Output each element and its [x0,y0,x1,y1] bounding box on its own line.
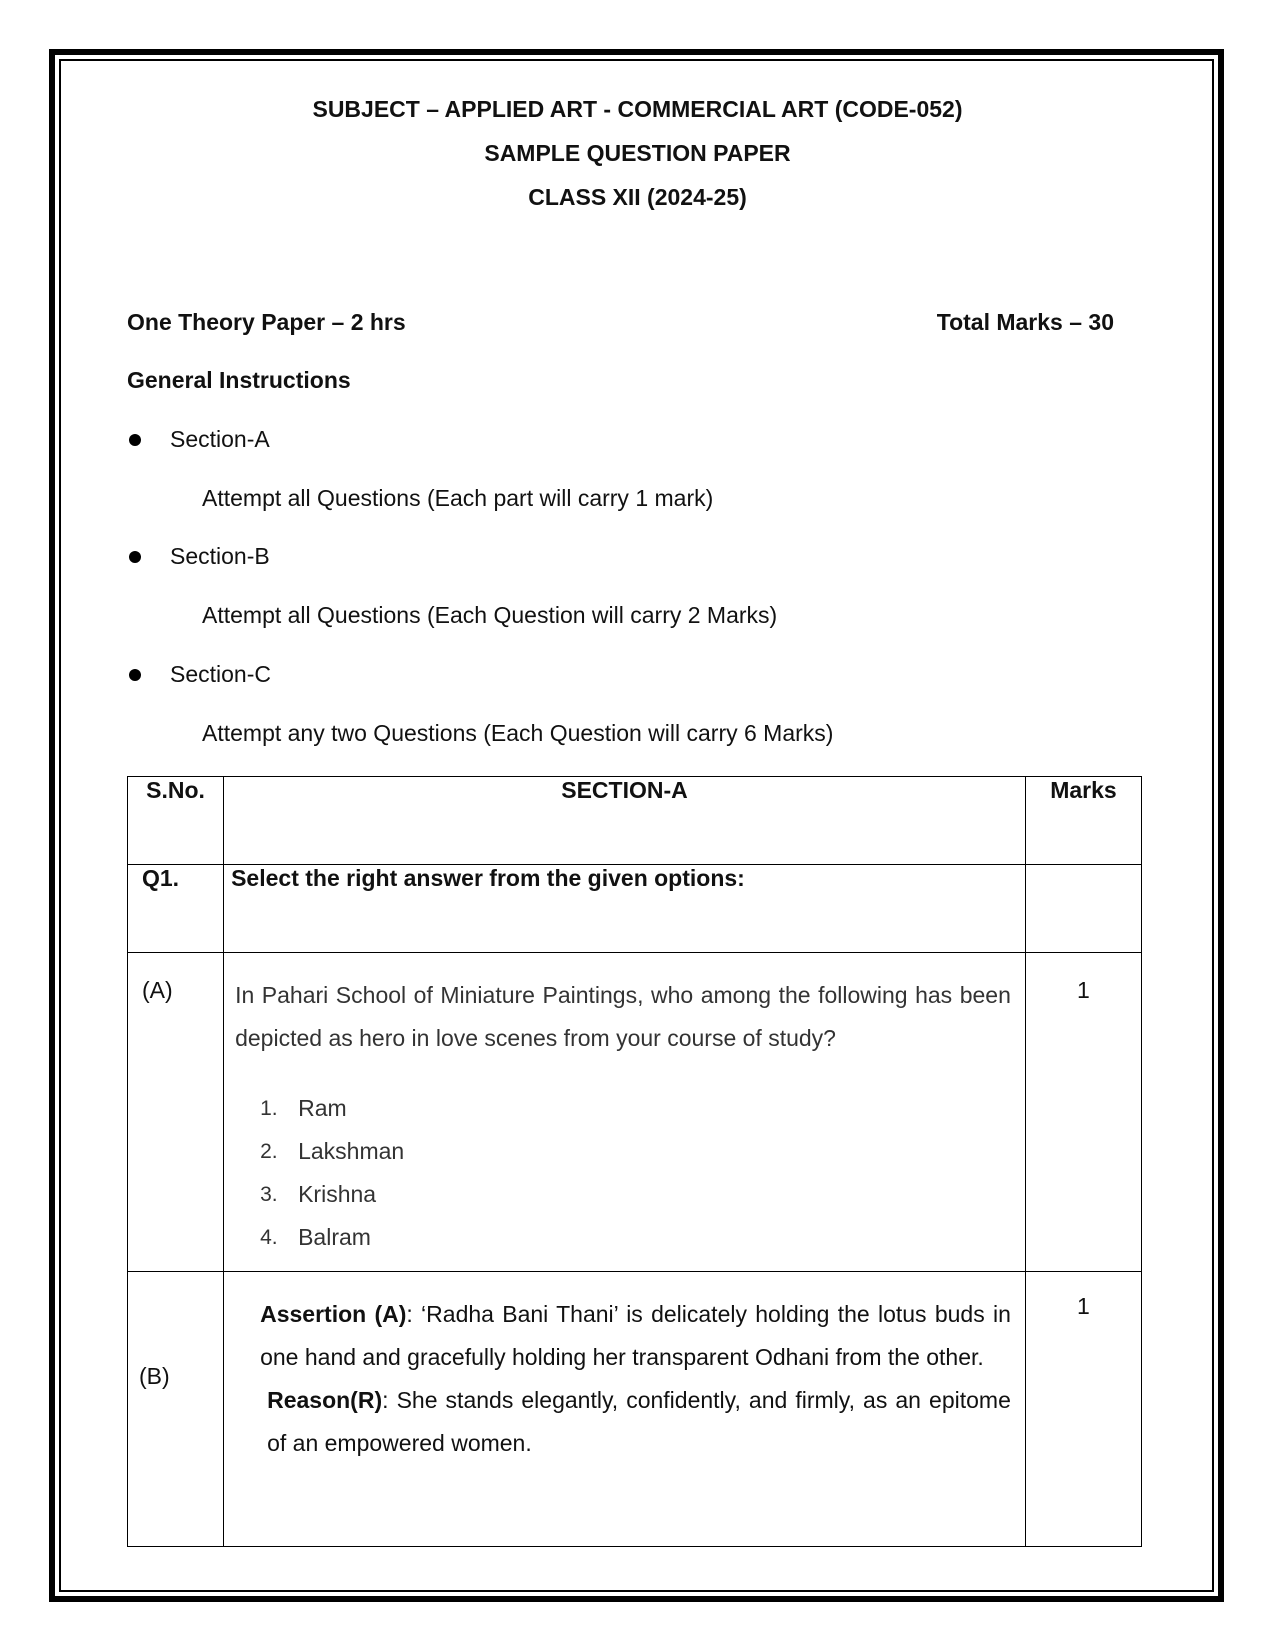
bullet-icon [129,669,141,681]
instruction-section-label: Section-A [170,426,270,452]
q1-marks [1025,865,1141,953]
instruction-section-label: Section-C [170,661,271,687]
list-item: 1. Ram [260,1095,347,1121]
duration-text: One Theory Paper – 2 hrs [127,309,406,335]
qb-number: (B) [128,1272,224,1547]
paper-type-title: SAMPLE QUESTION PAPER [484,140,791,166]
qa-options [235,1087,1011,1259]
qb-reason: Reason(R): She stands elegantly, confidently, and firmly, as an epitome of an empowered women. [267,1387,1011,1456]
table-row [128,953,1142,1272]
table-header-row [128,777,1142,865]
bullet-icon [129,551,141,563]
question-table [127,776,1142,1547]
header-marks: Marks [1025,777,1141,865]
instruction-section-label: Section-B [170,543,270,569]
table-row [128,1272,1142,1547]
q1-number: Q1. [128,865,224,953]
list-item: 2. Lakshman [260,1138,405,1164]
qb-assertion: Assertion (A): ‘Radha Bani Thani’ is delicately holding the lotus buds in one hand and gracefully holding her transparent Odhani from the other. [260,1301,1011,1370]
bullet-icon [129,434,141,446]
instruction-text: Attempt any two Questions (Each Question will carry 6 Marks) [202,720,834,746]
header-section: SECTION-A [224,777,1026,865]
total-marks-text: Total Marks – 30 [936,309,1114,335]
qa-marks: 1 [1025,953,1141,1272]
header-sno: S.No. [128,777,224,865]
q1-text: Select the right answer from the given options: [224,865,1026,953]
qa-number: (A) [128,953,224,1272]
instructions-heading: General Instructions [127,367,351,393]
qb-marks: 1 [1025,1272,1141,1547]
class-title: CLASS XII (2024-25) [528,184,747,210]
list-item: 3. Krishna [260,1181,377,1207]
qa-content [224,953,1026,1272]
instruction-text: Attempt all Questions (Each part will carry 1 mark) [202,485,714,511]
instruction-text: Attempt all Questions (Each Question will carry 2 Marks) [202,602,778,628]
table-row [128,865,1142,953]
list-item: 4. Balram [260,1224,371,1250]
qa-question: In Pahari School of Miniature Paintings, who among the following has been depicted as hero in love scenes from your course of study? [235,982,1011,1051]
qb-content [224,1272,1026,1547]
subject-title: SUBJECT – APPLIED ART - COMMERCIAL ART (CODE-052) [312,96,963,122]
